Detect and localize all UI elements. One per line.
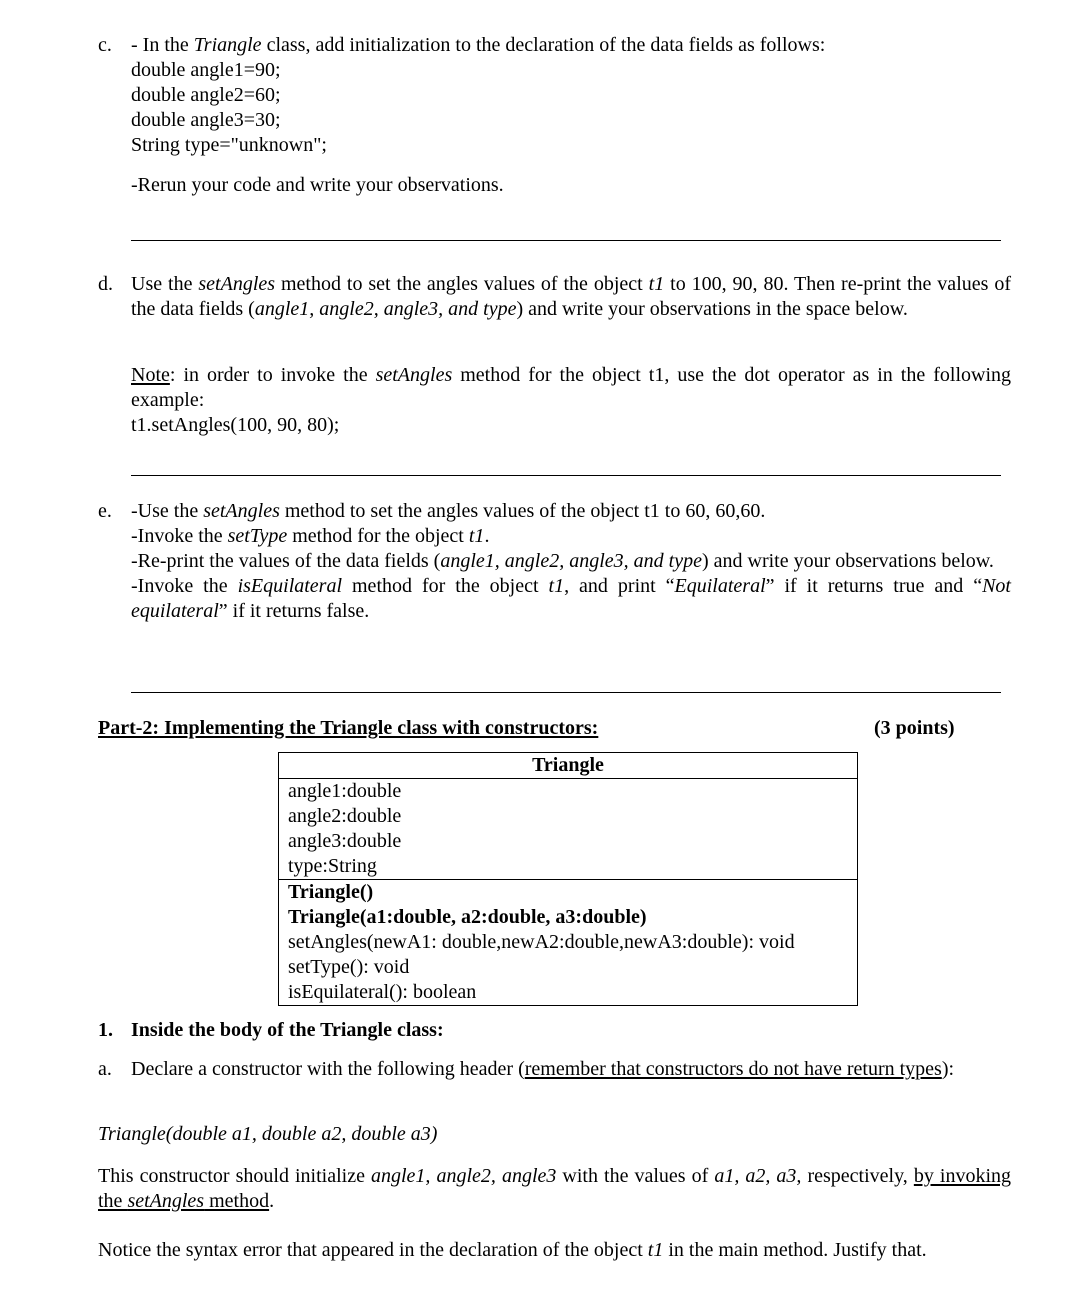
item-e-line-4: -Invoke the isEquilateral method for the object t1, and print “Equilateral” if it returns true and “Not equilateral” if it returns false. bbox=[131, 575, 1011, 622]
part2-points: (3 points) bbox=[874, 717, 955, 739]
answer-line-d bbox=[131, 475, 1001, 476]
uml-constructor: Triangle() bbox=[288, 881, 374, 903]
code-line: String type="unknown"; bbox=[131, 134, 327, 156]
item-c-intro: - In the Triangle class, add initialization to the declaration of the data fields as follows: bbox=[131, 34, 826, 56]
item-d-example: t1.setAngles(100, 90, 80); bbox=[131, 414, 340, 436]
item-d-text: Use the setAngles method to set the angles values of the object t1 to 100, 90, 80. Then re-print the values of the data fields (angle1, angle2, angle3, and type) and write your observations in the space below. bbox=[131, 273, 1011, 320]
item-c-instruction: -Rerun your code and write your observations. bbox=[131, 174, 504, 196]
answer-line-c bbox=[131, 240, 1001, 241]
code-line: double angle1=90; bbox=[131, 59, 281, 81]
step1-number: 1. bbox=[98, 1019, 113, 1041]
item-d-note: Note: in order to invoke the setAngles method for the object t1, use the dot operator as in the following example: bbox=[131, 364, 1012, 411]
uml-constructor: Triangle(a1:double, a2:double, a3:double) bbox=[288, 906, 647, 928]
item-e-line-2: -Invoke the setType method for the object t1. bbox=[131, 525, 490, 547]
constructor-signature: Triangle(double a1, double a2, double a3) bbox=[98, 1123, 438, 1145]
constructor-description: This constructor should initialize angle1, angle2, angle3 with the values of a1, a2, a3, respectively, by invoking the setAngles method. bbox=[98, 1165, 1011, 1212]
uml-field: angle3:double bbox=[288, 830, 402, 852]
uml-field: angle2:double bbox=[288, 805, 402, 827]
step1-text: Inside the body of the Triangle class: bbox=[131, 1019, 444, 1041]
notice-text: Notice the syntax error that appeared in the declaration of the object t1 in the main method. Justify that. bbox=[98, 1239, 927, 1261]
code-line: double angle2=60; bbox=[131, 84, 281, 106]
uml-operations bbox=[279, 880, 858, 1006]
item-a-label: a. bbox=[98, 1058, 112, 1080]
uml-field: angle1:double bbox=[288, 780, 402, 802]
uml-method: isEquilateral(): boolean bbox=[288, 981, 477, 1003]
answer-line-e bbox=[131, 692, 1001, 693]
item-d-label: d. bbox=[98, 273, 113, 295]
item-e-line-1: -Use the setAngles method to set the angles values of the object t1 to 60, 60,60. bbox=[131, 500, 766, 522]
code-line: double angle3=30; bbox=[131, 109, 281, 131]
item-c-label: c. bbox=[98, 34, 112, 56]
item-a-text: Declare a constructor with the following header (remember that constructors do not have return types): bbox=[131, 1058, 955, 1080]
item-e-label: e. bbox=[98, 500, 112, 522]
uml-method: setType(): void bbox=[288, 956, 410, 978]
uml-method: setAngles(newA1: double,newA2:double,newA3:double): void bbox=[288, 931, 795, 953]
item-e-line-3: -Re-print the values of the data fields (angle1, angle2, angle3, and type) and write your observations below. bbox=[131, 550, 994, 572]
uml-class-name: Triangle bbox=[279, 753, 858, 779]
item-e bbox=[131, 499, 1011, 624]
part2-heading: Part-2: Implementing the Triangle class with constructors: bbox=[98, 717, 599, 739]
item-c bbox=[131, 33, 1011, 158]
uml-class-diagram bbox=[278, 752, 858, 1006]
uml-field: type:String bbox=[288, 855, 377, 877]
uml-fields bbox=[279, 779, 858, 880]
